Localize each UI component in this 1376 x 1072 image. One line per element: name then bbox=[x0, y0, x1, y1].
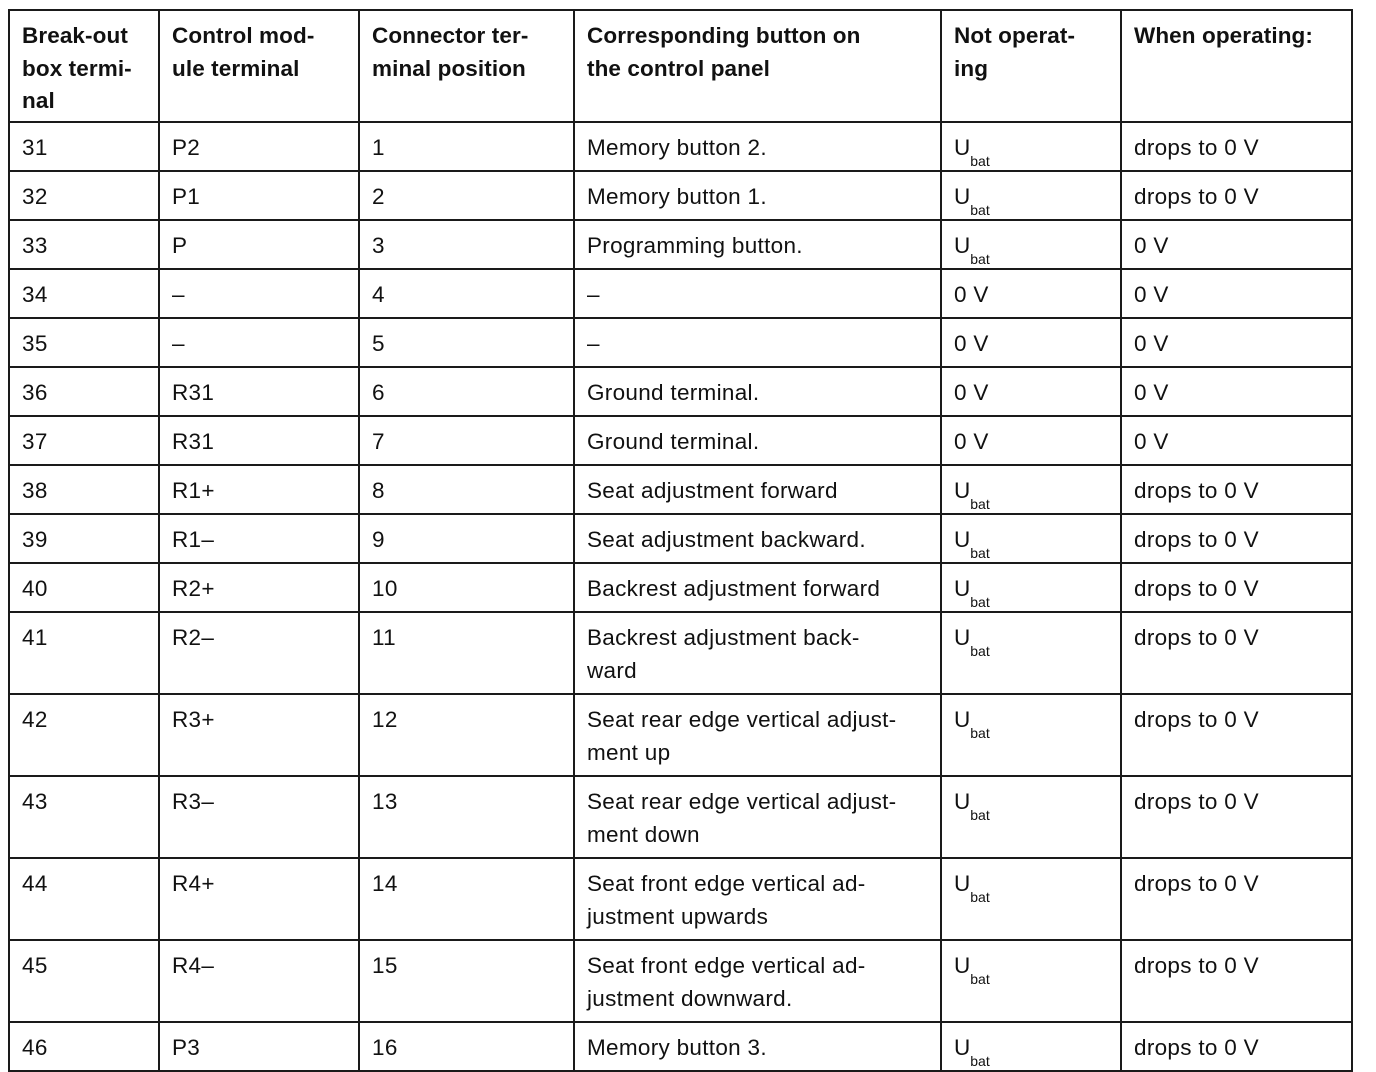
cell-button-description bbox=[574, 514, 941, 563]
cell-module-terminal: R3+ bbox=[159, 694, 359, 776]
battery-voltage-symbol: U bbox=[954, 789, 971, 814]
cell-when-operating: drops to 0 V bbox=[1121, 612, 1352, 694]
cell-connector-position: 16 bbox=[359, 1022, 574, 1071]
battery-voltage-subscript: bat bbox=[970, 889, 990, 905]
header-line: the control panel bbox=[587, 55, 770, 81]
cell-module-terminal: R4– bbox=[159, 940, 359, 1022]
header-line: minal position bbox=[372, 55, 526, 81]
header-line: Break-out bbox=[22, 23, 128, 48]
cell-when-operating: 0 V bbox=[1121, 416, 1352, 465]
battery-voltage-symbol: U bbox=[954, 527, 971, 552]
cell-module-terminal: P2 bbox=[159, 122, 359, 171]
table-row bbox=[9, 465, 1352, 514]
cell-not-operating bbox=[941, 122, 1121, 171]
cell-connector-position: 6 bbox=[359, 367, 574, 416]
header-line: box termi- bbox=[22, 55, 132, 81]
button-description-line: Ground terminal. bbox=[587, 380, 760, 405]
battery-voltage-symbol: U bbox=[954, 625, 971, 650]
battery-voltage-symbol: U bbox=[954, 135, 971, 160]
cell-when-operating: 0 V bbox=[1121, 367, 1352, 416]
cell-module-terminal: P bbox=[159, 220, 359, 269]
table-row bbox=[9, 122, 1352, 171]
cell-connector-position: 15 bbox=[359, 940, 574, 1022]
header-line: Not operat- bbox=[954, 23, 1076, 48]
cell-when-operating: drops to 0 V bbox=[1121, 171, 1352, 220]
cell-connector-position: 2 bbox=[359, 171, 574, 220]
cell-breakout-terminal: 43 bbox=[9, 776, 159, 858]
cell-module-terminal: R4+ bbox=[159, 858, 359, 940]
table-header-row bbox=[9, 10, 1352, 122]
button-description-line: Seat rear edge vertical adjust- bbox=[587, 789, 897, 814]
button-description-line: ment down bbox=[587, 821, 700, 847]
table-row bbox=[9, 694, 1352, 776]
cell-button-description bbox=[574, 694, 941, 776]
cell-connector-position: 3 bbox=[359, 220, 574, 269]
cell-connector-position: 1 bbox=[359, 122, 574, 171]
cell-button-description bbox=[574, 465, 941, 514]
not-operating-value: 0 V bbox=[954, 331, 989, 356]
header-when-operating bbox=[1121, 10, 1352, 122]
cell-module-terminal: P1 bbox=[159, 171, 359, 220]
battery-voltage-symbol: U bbox=[954, 953, 971, 978]
table-row bbox=[9, 220, 1352, 269]
battery-voltage-symbol: U bbox=[954, 478, 971, 503]
battery-voltage-symbol: U bbox=[954, 871, 971, 896]
battery-voltage-subscript: bat bbox=[970, 643, 990, 659]
header-line: Connector ter- bbox=[372, 23, 529, 48]
battery-voltage-subscript: bat bbox=[970, 153, 990, 169]
battery-voltage-subscript: bat bbox=[970, 202, 990, 218]
cell-button-description bbox=[574, 367, 941, 416]
header-not-operating bbox=[941, 10, 1121, 122]
cell-breakout-terminal: 35 bbox=[9, 318, 159, 367]
cell-breakout-terminal: 31 bbox=[9, 122, 159, 171]
cell-not-operating bbox=[941, 416, 1121, 465]
cell-breakout-terminal: 32 bbox=[9, 171, 159, 220]
cell-module-terminal: – bbox=[159, 269, 359, 318]
cell-when-operating: drops to 0 V bbox=[1121, 1022, 1352, 1071]
cell-module-terminal: P3 bbox=[159, 1022, 359, 1071]
cell-not-operating bbox=[941, 612, 1121, 694]
cell-breakout-terminal: 38 bbox=[9, 465, 159, 514]
cell-button-description bbox=[574, 318, 941, 367]
battery-voltage-subscript: bat bbox=[970, 545, 990, 561]
button-description-line: Seat front edge vertical ad- bbox=[587, 953, 866, 978]
battery-voltage-subscript: bat bbox=[970, 594, 990, 610]
header-line: Corresponding button on bbox=[587, 23, 861, 48]
cell-when-operating: drops to 0 V bbox=[1121, 694, 1352, 776]
cell-not-operating bbox=[941, 940, 1121, 1022]
battery-voltage-symbol: U bbox=[954, 233, 971, 258]
button-description-line: – bbox=[587, 331, 600, 356]
not-operating-value: 0 V bbox=[954, 429, 989, 454]
cell-connector-position: 11 bbox=[359, 612, 574, 694]
header-connector-terminal-position bbox=[359, 10, 574, 122]
cell-not-operating bbox=[941, 367, 1121, 416]
table-row bbox=[9, 367, 1352, 416]
cell-connector-position: 14 bbox=[359, 858, 574, 940]
button-description-line: Seat rear edge vertical adjust- bbox=[587, 707, 897, 732]
cell-button-description bbox=[574, 220, 941, 269]
header-control-module-terminal bbox=[159, 10, 359, 122]
cell-when-operating: 0 V bbox=[1121, 318, 1352, 367]
battery-voltage-subscript: bat bbox=[970, 1053, 990, 1069]
button-description-line: justment upwards bbox=[587, 903, 769, 929]
cell-button-description bbox=[574, 612, 941, 694]
button-description-line: Memory button 1. bbox=[587, 184, 767, 209]
cell-module-terminal: R3– bbox=[159, 776, 359, 858]
table-row bbox=[9, 1022, 1352, 1071]
battery-voltage-symbol: U bbox=[954, 1035, 971, 1060]
table-row bbox=[9, 776, 1352, 858]
header-corresponding-button bbox=[574, 10, 941, 122]
button-description-line: Programming button. bbox=[587, 233, 803, 258]
cell-breakout-terminal: 44 bbox=[9, 858, 159, 940]
cell-breakout-terminal: 46 bbox=[9, 1022, 159, 1071]
cell-when-operating: drops to 0 V bbox=[1121, 940, 1352, 1022]
battery-voltage-subscript: bat bbox=[970, 251, 990, 267]
cell-button-description bbox=[574, 171, 941, 220]
table-row bbox=[9, 269, 1352, 318]
cell-connector-position: 13 bbox=[359, 776, 574, 858]
cell-module-terminal: R31 bbox=[159, 367, 359, 416]
table-row bbox=[9, 612, 1352, 694]
cell-breakout-terminal: 39 bbox=[9, 514, 159, 563]
cell-when-operating: 0 V bbox=[1121, 220, 1352, 269]
header-line: When operating: bbox=[1134, 23, 1313, 48]
cell-not-operating bbox=[941, 1022, 1121, 1071]
cell-connector-position: 9 bbox=[359, 514, 574, 563]
button-description-line: Ground terminal. bbox=[587, 429, 760, 454]
cell-breakout-terminal: 40 bbox=[9, 563, 159, 612]
button-description-line: Seat adjustment forward bbox=[587, 478, 838, 503]
battery-voltage-subscript: bat bbox=[970, 807, 990, 823]
cell-button-description bbox=[574, 776, 941, 858]
cell-button-description bbox=[574, 269, 941, 318]
cell-module-terminal: R2+ bbox=[159, 563, 359, 612]
terminal-voltage-table bbox=[8, 9, 1353, 1072]
cell-not-operating bbox=[941, 318, 1121, 367]
cell-connector-position: 5 bbox=[359, 318, 574, 367]
battery-voltage-subscript: bat bbox=[970, 496, 990, 512]
button-description-line: justment downward. bbox=[587, 985, 793, 1011]
cell-when-operating: drops to 0 V bbox=[1121, 858, 1352, 940]
button-description-line: Memory button 3. bbox=[587, 1035, 767, 1060]
cell-breakout-terminal: 36 bbox=[9, 367, 159, 416]
not-operating-value: 0 V bbox=[954, 282, 989, 307]
cell-connector-position: 8 bbox=[359, 465, 574, 514]
table-row bbox=[9, 858, 1352, 940]
table-row bbox=[9, 563, 1352, 612]
cell-when-operating: 0 V bbox=[1121, 269, 1352, 318]
table-row bbox=[9, 514, 1352, 563]
cell-breakout-terminal: 33 bbox=[9, 220, 159, 269]
cell-not-operating bbox=[941, 269, 1121, 318]
table-row bbox=[9, 171, 1352, 220]
header-line: Control mod- bbox=[172, 23, 315, 48]
not-operating-value: 0 V bbox=[954, 380, 989, 405]
button-description-line: Backrest adjustment forward bbox=[587, 576, 881, 601]
battery-voltage-symbol: U bbox=[954, 184, 971, 209]
cell-not-operating bbox=[941, 171, 1121, 220]
header-breakout-box-terminal bbox=[9, 10, 159, 122]
button-description-line: ward bbox=[587, 657, 637, 683]
button-description-line: – bbox=[587, 282, 600, 307]
cell-not-operating bbox=[941, 465, 1121, 514]
cell-connector-position: 7 bbox=[359, 416, 574, 465]
cell-button-description bbox=[574, 563, 941, 612]
cell-not-operating bbox=[941, 514, 1121, 563]
header-line: ing bbox=[954, 55, 989, 81]
table-row bbox=[9, 416, 1352, 465]
cell-not-operating bbox=[941, 776, 1121, 858]
battery-voltage-symbol: U bbox=[954, 576, 971, 601]
battery-voltage-subscript: bat bbox=[970, 725, 990, 741]
cell-not-operating bbox=[941, 694, 1121, 776]
button-description-line: Backrest adjustment back- bbox=[587, 625, 860, 650]
button-description-line: ment up bbox=[587, 739, 671, 765]
cell-button-description bbox=[574, 940, 941, 1022]
cell-breakout-terminal: 42 bbox=[9, 694, 159, 776]
cell-when-operating: drops to 0 V bbox=[1121, 465, 1352, 514]
header-line: nal bbox=[22, 88, 55, 113]
cell-connector-position: 12 bbox=[359, 694, 574, 776]
cell-module-terminal: R1+ bbox=[159, 465, 359, 514]
cell-button-description bbox=[574, 858, 941, 940]
terminal-table-container bbox=[8, 9, 1353, 1072]
cell-not-operating bbox=[941, 220, 1121, 269]
cell-breakout-terminal: 45 bbox=[9, 940, 159, 1022]
cell-connector-position: 4 bbox=[359, 269, 574, 318]
button-description-line: Seat front edge vertical ad- bbox=[587, 871, 866, 896]
cell-button-description bbox=[574, 1022, 941, 1071]
battery-voltage-symbol: U bbox=[954, 707, 971, 732]
cell-breakout-terminal: 34 bbox=[9, 269, 159, 318]
battery-voltage-subscript: bat bbox=[970, 971, 990, 987]
table-body bbox=[9, 122, 1352, 1071]
button-description-line: Memory button 2. bbox=[587, 135, 767, 160]
cell-not-operating bbox=[941, 858, 1121, 940]
cell-breakout-terminal: 41 bbox=[9, 612, 159, 694]
cell-module-terminal: – bbox=[159, 318, 359, 367]
cell-when-operating: drops to 0 V bbox=[1121, 776, 1352, 858]
cell-module-terminal: R1– bbox=[159, 514, 359, 563]
cell-module-terminal: R31 bbox=[159, 416, 359, 465]
cell-module-terminal: R2– bbox=[159, 612, 359, 694]
cell-button-description bbox=[574, 416, 941, 465]
header-line: ule terminal bbox=[172, 55, 300, 81]
cell-connector-position: 10 bbox=[359, 563, 574, 612]
button-description-line: Seat adjustment backward. bbox=[587, 527, 866, 552]
cell-when-operating: drops to 0 V bbox=[1121, 122, 1352, 171]
table-row bbox=[9, 318, 1352, 367]
cell-not-operating bbox=[941, 563, 1121, 612]
cell-button-description bbox=[574, 122, 941, 171]
table-row bbox=[9, 940, 1352, 1022]
cell-breakout-terminal: 37 bbox=[9, 416, 159, 465]
cell-when-operating: drops to 0 V bbox=[1121, 514, 1352, 563]
cell-when-operating: drops to 0 V bbox=[1121, 563, 1352, 612]
